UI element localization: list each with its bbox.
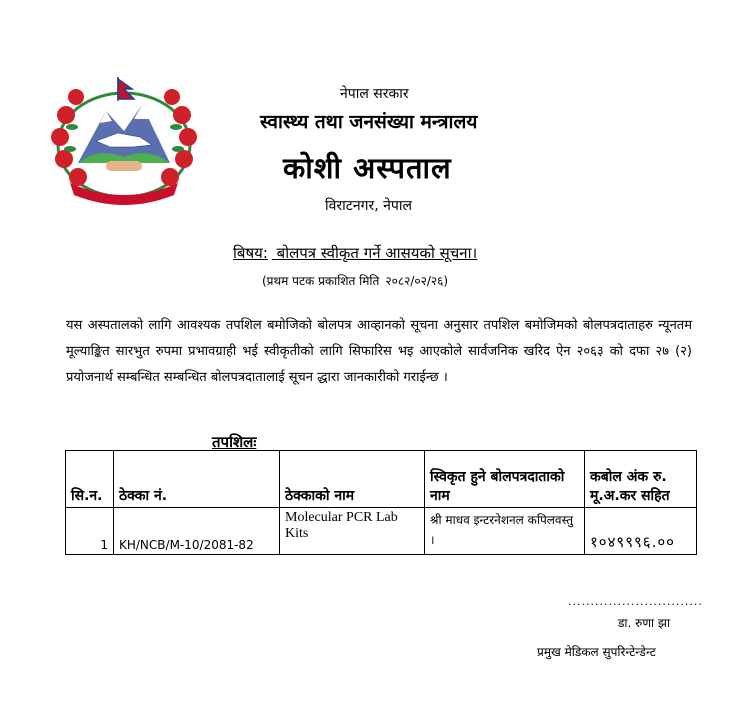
signer-designation: प्रमुख मेडिकल सुपरिन्टेन्डेन्ट	[537, 645, 656, 659]
subject-text: बोलपत्र स्वीकृत गर्ने आसयको सूचना।	[276, 244, 478, 262]
col-amount: कबोल अंक रु. मू.अ.कर सहित	[585, 451, 697, 508]
signature-line: ..............................	[568, 595, 703, 608]
nepal-emblem-logo	[48, 75, 200, 205]
published-date	[262, 272, 448, 289]
ministry-name: स्वास्थ्य तथा जनसंख्या मन्त्रालय	[260, 111, 478, 133]
notice-subject	[233, 243, 481, 263]
details-heading: तपशिलः	[212, 433, 257, 451]
cell-bidder: श्री माधव इन्टरनेशनल कपिलवस्तु ।	[425, 508, 585, 555]
cell-contract-name: Molecular PCR Lab Kits	[280, 508, 425, 555]
cell-contract-no: KH/NCB/M-10/2081-82	[114, 508, 280, 555]
cell-serial: 1	[66, 508, 114, 555]
subject-label: बिषय:	[233, 244, 268, 262]
col-contract-name: ठेक्काको नाम	[280, 451, 425, 508]
cell-amount: १०४९९९६.००	[585, 508, 697, 555]
notice-body: यस अस्पतालको लागि आवश्यक तपशिल बमोजिको बोलपत्र आव्हानको सूचना अनुसार तपशिल बमोजिमको बोलपत्रदाताहरु न्यूनतम मूल्याङ्कित सारभुत रुपमा प्रभावग्राही भई स्वीकृतीको लागि सिफारिस भइ आएकोले सार्वजनिक खरिद ऐन २०६३ को दफा २७ (२) प्रयोजनार्थ सम्बन्धित सम्बन्धित बोलपत्रदातालाई सूचन द्धारा जानकारीको गराईन्छ ।	[66, 318, 692, 385]
col-serial: सि.न.	[66, 451, 114, 508]
col-contract-no: ठेक्का नं.	[114, 451, 280, 508]
published-label: (प्रथम पटक प्रकाशित मिति	[262, 274, 380, 288]
col-bidder: स्विकृत हुने बोलपत्रदाताको नाम	[425, 451, 585, 508]
table-row	[66, 508, 697, 555]
hospital-name: कोशी अस्पताल	[283, 151, 452, 185]
signer-name: डा. रुणा झा	[618, 616, 671, 630]
table-header-row	[66, 451, 697, 508]
hospital-address: विराटनगर, नेपाल	[325, 198, 412, 214]
government-name: नेपाल सरकार	[340, 86, 409, 102]
bid-table	[65, 450, 697, 555]
published-date-value: २०८२/०२/२६)	[385, 274, 449, 288]
